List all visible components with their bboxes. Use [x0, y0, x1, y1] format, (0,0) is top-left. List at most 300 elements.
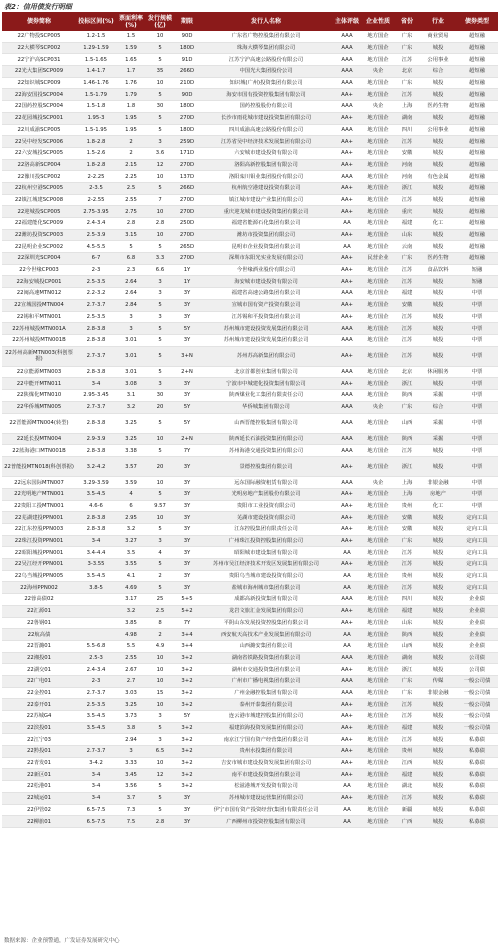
cell-industry: 非银金融: [420, 687, 456, 699]
cell-issuer: 陕西延长石油投资集团有限公司: [200, 433, 332, 445]
cell-issue-size: 3: [146, 288, 174, 300]
cell-issue-size: 6.5: [146, 746, 174, 758]
cell-bid-range: 3.5-4.5: [76, 722, 116, 734]
cell-bid-range: 2.5-3.5: [76, 276, 116, 288]
cell-rating: AA+: [332, 89, 362, 101]
table-row: [2, 594, 498, 606]
cell-province: 江苏: [394, 334, 420, 346]
cell-bond-type: 中票: [456, 433, 498, 445]
cell-coupon-rate: 4.1: [116, 570, 146, 582]
cell-issuer: 湖南省铁路投资集团有限公司: [200, 652, 332, 664]
cell-province: 江苏: [394, 276, 420, 288]
cell-bid-range: 5.5-6.8: [76, 640, 116, 652]
cell-issue-size: 3: [146, 535, 174, 547]
cell-term: 5+2: [174, 605, 200, 617]
cell-ownership: 地方国企: [362, 390, 394, 402]
cell-rating: AAA: [332, 42, 362, 54]
cell-industry: 城投: [420, 147, 456, 159]
cell-issuer: 知识城(广州)投资集团有限公司: [200, 77, 332, 89]
cell-industry: 城投: [420, 535, 456, 547]
cell-coupon-rate: 2.64: [116, 276, 146, 288]
cell-province: 江苏: [394, 711, 420, 723]
cell-issuer: 平阴山东发展投资控股集团有限公司: [200, 617, 332, 629]
cell-rating: AAA: [332, 171, 362, 183]
table-row: [2, 687, 498, 699]
cell-ownership: 地方国企: [362, 42, 394, 54]
table-row: [2, 605, 498, 617]
cell-province: 江西: [394, 757, 420, 769]
table-row: [2, 547, 498, 559]
cell-bid-range: 2.2-3.2: [76, 288, 116, 300]
cell-ownership: 央企: [362, 66, 394, 78]
cell-ownership: 地方国企: [362, 346, 394, 366]
cell-issue-size: 3: [146, 378, 174, 390]
cell-coupon-rate: 3.2: [116, 605, 146, 617]
cell-issue-size: 10: [146, 675, 174, 687]
cell-bid-range: [76, 605, 116, 617]
cell-issue-size: 5: [146, 722, 174, 734]
cell-bond-name: 22晋潞01: [2, 640, 76, 652]
cell-rating: AA+: [332, 500, 362, 512]
cell-industry: 化工: [420, 218, 456, 230]
cell-issue-size: 5: [146, 488, 174, 500]
table-row: [2, 378, 498, 390]
cell-industry: 城投: [420, 159, 456, 171]
cell-bond-type: 中票: [456, 323, 498, 335]
cell-term: 3Y: [174, 547, 200, 559]
table-row: [2, 535, 498, 547]
cell-coupon-rate: 1.65: [116, 54, 146, 66]
cell-coupon-rate: 3.15: [116, 229, 146, 241]
table-body: [2, 31, 498, 827]
cell-industry: 城投: [420, 229, 456, 241]
cell-rating: AA+: [332, 769, 362, 781]
cell-bid-range: 2.5-3.5: [76, 311, 116, 323]
table-row: [2, 804, 498, 816]
cell-industry: 城投: [420, 769, 456, 781]
cell-province: 江苏: [394, 194, 420, 206]
table-row: [2, 218, 498, 230]
cell-issuer: 北京首都创业集团有限公司: [200, 366, 332, 378]
cell-issuer: 国药控股股份有限公司: [200, 101, 332, 113]
cell-issuer: 珠海大横琴集团有限公司: [200, 42, 332, 54]
cell-coupon-rate: 3.1: [116, 390, 146, 402]
cell-province: 陕西: [394, 390, 420, 402]
cell-bond-name: 22福建能化SCP009: [2, 218, 76, 230]
cell-bond-name: 22伊管02: [2, 804, 76, 816]
table-row: [2, 334, 498, 346]
cell-term: 265D: [174, 241, 200, 253]
cell-province: 江苏: [394, 547, 420, 559]
table-row: [2, 433, 498, 445]
cell-term: 210D: [174, 77, 200, 89]
cell-industry: 房地产: [420, 488, 456, 500]
cell-bond-name: 22江宁03: [2, 734, 76, 746]
cell-coupon-rate: 3.17: [116, 594, 146, 606]
cell-issue-size: 5: [146, 804, 174, 816]
cell-bond-name: 22汇源01: [2, 605, 76, 617]
header-ownership: 企业性质: [362, 12, 394, 31]
cell-issue-size: 5: [146, 241, 174, 253]
cell-bond-name: 22宁沪高SCP031: [2, 54, 76, 66]
cell-bid-range: 2.7-3.7: [76, 346, 116, 366]
cell-issuer: 昭阳城市建设集团有限公司: [200, 547, 332, 559]
cell-bond-name: 22锡和平MTN001: [2, 311, 76, 323]
cell-rating: AAA: [332, 445, 362, 457]
cell-bid-range: 2-2.25: [76, 171, 116, 183]
table-row: [2, 629, 498, 641]
cell-bond-name: 22川成渝SCP005: [2, 124, 76, 136]
cell-bond-name: 22大横琴SCP002: [2, 42, 76, 54]
cell-rating: AA: [332, 547, 362, 559]
cell-ownership: 地方国企: [362, 711, 394, 723]
cell-bid-range: 3.29-3.59: [76, 477, 116, 489]
cell-province: 山东: [394, 229, 420, 241]
cell-ownership: 地方国企: [362, 605, 394, 617]
cell-province: 广东: [394, 687, 420, 699]
cell-bid-range: 1.5-2.6: [76, 147, 116, 159]
cell-issue-size: 7: [146, 194, 174, 206]
cell-bid-range: 2.7-3.7: [76, 299, 116, 311]
cell-industry: 城投: [420, 194, 456, 206]
table-row: [2, 136, 498, 148]
cell-rating: AAA: [332, 413, 362, 433]
cell-ownership: 央企: [362, 101, 394, 113]
cell-term: 137D: [174, 171, 200, 183]
cell-coupon-rate: 1.76: [116, 77, 146, 89]
cell-bid-range: 2.5-3.9: [76, 229, 116, 241]
cell-rating: AAA: [332, 390, 362, 402]
cell-ownership: 地方国企: [362, 524, 394, 536]
cell-bond-type: 超短融: [456, 42, 498, 54]
cell-ownership: 地方国企: [362, 288, 394, 300]
cell-bid-range: 3-4: [76, 792, 116, 804]
cell-term: 90D: [174, 89, 200, 101]
cell-issuer: 贵阳乌当城市建设投资有限公司: [200, 570, 332, 582]
cell-rating: AAA: [332, 101, 362, 113]
cell-bond-type: 定向工具: [456, 559, 498, 571]
cell-ownership: 地方国企: [362, 769, 394, 781]
cell-term: 3Y: [174, 512, 200, 524]
cell-term: 270D: [174, 194, 200, 206]
cell-term: 3Y: [174, 477, 200, 489]
cell-province: 福建: [394, 288, 420, 300]
cell-term: 3+4: [174, 629, 200, 641]
cell-rating: AA+: [332, 524, 362, 536]
cell-term: 270D: [174, 112, 200, 124]
cell-bid-range: 3-3.55: [76, 559, 116, 571]
cell-province: 广东: [394, 401, 420, 413]
cell-issuer: 江苏锡和平投资集团有限公司: [200, 311, 332, 323]
cell-bid-range: 2.5-3.5: [76, 699, 116, 711]
cell-rating: AA: [332, 781, 362, 793]
cell-bond-type: 一般公司债: [456, 711, 498, 723]
cell-coupon-rate: 5.5: [116, 640, 146, 652]
table-header-row: [2, 12, 498, 31]
cell-rating: AA+: [332, 734, 362, 746]
cell-bond-type: 私募债: [456, 792, 498, 804]
cell-bond-name: 22知识城SCP009: [2, 77, 76, 89]
cell-term: 3+2: [174, 687, 200, 699]
cell-coupon-rate: 3.01: [116, 334, 146, 346]
cell-industry: 城投: [420, 241, 456, 253]
cell-issuer: 江苏省吴中经济技术发展集团有限公司: [200, 136, 332, 148]
cell-term: 91D: [174, 54, 200, 66]
cell-coupon-rate: 3.8: [116, 722, 146, 734]
cell-industry: 城投: [420, 781, 456, 793]
cell-ownership: 地方国企: [362, 512, 394, 524]
cell-issuer: 中国光大集团股份公司: [200, 66, 332, 78]
cell-bond-name: 22深圳光SCP004: [2, 253, 76, 265]
cell-bid-range: [76, 629, 116, 641]
cell-rating: AAA: [332, 31, 362, 42]
cell-industry: 公用事业: [420, 124, 456, 136]
cell-industry: 医药生物: [420, 101, 456, 113]
cell-term: 3+2: [174, 734, 200, 746]
cell-industry: 综合: [420, 401, 456, 413]
cell-bond-type: 超短融: [456, 241, 498, 253]
table-row: [2, 769, 498, 781]
cell-issue-size: 30: [146, 101, 174, 113]
cell-ownership: 地方国企: [362, 457, 394, 477]
cell-bid-range: 2.7-3.7: [76, 401, 116, 413]
cell-coupon-rate: 1.95: [116, 124, 146, 136]
cell-issue-size: 30: [146, 390, 174, 402]
cell-bid-range: 2.7-3.7: [76, 687, 116, 699]
cell-industry: 城投: [420, 524, 456, 536]
cell-coupon-rate: 3: [116, 323, 146, 335]
header-province: 省份: [394, 12, 420, 31]
cell-rating: AAA: [332, 334, 362, 346]
cell-bond-type: 超短融: [456, 229, 498, 241]
cell-issuer: 福建省能源石化集团有限公司: [200, 218, 332, 230]
cell-industry: 城投: [420, 746, 456, 758]
cell-ownership: 地方国企: [362, 77, 394, 89]
cell-bond-type: 超短融: [456, 171, 498, 183]
cell-term: 3Y: [174, 500, 200, 512]
cell-issue-size: 5: [146, 366, 174, 378]
cell-coupon-rate: 7.3: [116, 804, 146, 816]
cell-province: 广东: [394, 253, 420, 265]
cell-coupon-rate: 3.38: [116, 445, 146, 457]
cell-province: 陕西: [394, 433, 420, 445]
cell-bond-type: 中票: [456, 346, 498, 366]
cell-province: 安徽: [394, 299, 420, 311]
cell-industry: 采掘: [420, 433, 456, 445]
cell-rating: AAA: [332, 652, 362, 664]
cell-issue-size: 3: [146, 311, 174, 323]
cell-bid-range: 6.5-7.5: [76, 816, 116, 828]
cell-bond-name: 22光大集团SCP009: [2, 66, 76, 78]
cell-bond-name: 22花园城投SCP001: [2, 112, 76, 124]
cell-ownership: 地方国企: [362, 334, 394, 346]
cell-issuer: 苏州城市建设运营集团有限公司: [200, 792, 332, 804]
cell-coupon-rate: 2.55: [116, 194, 146, 206]
cell-ownership: 地方国企: [362, 757, 394, 769]
cell-issue-size: 35: [146, 66, 174, 78]
cell-coupon-rate: 3.01: [116, 366, 146, 378]
cell-ownership: 地方国企: [362, 445, 394, 457]
cell-bond-type: 私募债: [456, 746, 498, 758]
cell-issuer: 贵阳市工业投资有限公司: [200, 500, 332, 512]
cell-industry: 城投: [420, 605, 456, 617]
cell-ownership: 地方国企: [362, 413, 394, 433]
table-row: [2, 582, 498, 594]
cell-issuer: 四川成渝高速公路股份有限公司: [200, 124, 332, 136]
cell-issue-size: 3.3: [146, 253, 174, 265]
cell-bid-range: 1.5-1.79: [76, 89, 116, 101]
table-row: [2, 512, 498, 524]
cell-ownership: 地方国企: [362, 687, 394, 699]
cell-rating: AA+: [332, 722, 362, 734]
cell-issuer: 福建省高速公路集团有限公司: [200, 288, 332, 300]
cell-term: 270D: [174, 253, 200, 265]
cell-rating: AAA: [332, 288, 362, 300]
cell-bond-type: 超短融: [456, 124, 498, 136]
cell-bond-name: 22六安城投SCP005: [2, 147, 76, 159]
header-rating: 主体评级: [332, 12, 362, 31]
cell-industry: 采掘: [420, 390, 456, 402]
cell-coupon-rate: 6.8: [116, 253, 146, 265]
cell-ownership: 地方国企: [362, 582, 394, 594]
table-row: [2, 264, 498, 276]
table-row: [2, 570, 498, 582]
cell-bond-name: 22闽高速MTN012: [2, 288, 76, 300]
cell-coupon-rate: 1.79: [116, 89, 146, 101]
cell-term: 3Y: [174, 390, 200, 402]
table-row: [2, 617, 498, 629]
cell-industry: 城投: [420, 582, 456, 594]
cell-province: 浙江: [394, 378, 420, 390]
cell-coupon-rate: 4.98: [116, 629, 146, 641]
cell-bond-name: 22苏州城投MTN001B: [2, 334, 76, 346]
cell-bond-type: 超短融: [456, 31, 498, 42]
cell-bond-type: 短融: [456, 276, 498, 288]
cell-bid-range: 1.95-3: [76, 112, 116, 124]
cell-province: 江苏: [394, 734, 420, 746]
cell-bond-name: 22潍坊投资SCP003: [2, 229, 76, 241]
cell-bond-type: 中票: [456, 390, 498, 402]
cell-bond-name: 22黔投01: [2, 746, 76, 758]
cell-ownership: 地方国企: [362, 594, 394, 606]
cell-issuer: 洛阳高新控股集团有限公司: [200, 159, 332, 171]
cell-bid-range: 3.2-4.2: [76, 457, 116, 477]
cell-province: 贵州: [394, 500, 420, 512]
cell-rating: AA+: [332, 699, 362, 711]
cell-bond-name: 22珠江投资PPN001: [2, 535, 76, 547]
table-row: [2, 500, 498, 512]
cell-coupon-rate: 3.57: [116, 457, 146, 477]
cell-coupon-rate: 2.3: [116, 264, 146, 276]
cell-bond-name: 22贵阳工投MTN001: [2, 500, 76, 512]
cell-industry: 城投: [420, 334, 456, 346]
table-row: [2, 159, 498, 171]
cell-province: 四川: [394, 594, 420, 606]
cell-issuer: 远东国际融资租赁有限公司: [200, 477, 332, 489]
cell-ownership: 地方国企: [362, 629, 394, 641]
cell-coupon-rate: 2.95: [116, 512, 146, 524]
cell-bond-name: 22华侨城MTN005: [2, 401, 76, 413]
cell-ownership: 地方国企: [362, 171, 394, 183]
cell-province: 广东: [394, 42, 420, 54]
cell-industry: 城投: [420, 640, 456, 652]
cell-bid-range: 2-3: [76, 675, 116, 687]
cell-term: 266D: [174, 182, 200, 194]
cell-issue-size: 10: [146, 664, 174, 676]
cell-rating: AA+: [332, 757, 362, 769]
cell-issue-size: 10: [146, 757, 174, 769]
table-row: [2, 112, 498, 124]
cell-province: 河南: [394, 171, 420, 183]
cell-issuer: 伊宁市国有资产投资经营(集团)有限责任公司: [200, 804, 332, 816]
cell-issue-size: 5: [146, 445, 174, 457]
cell-industry: 城投: [420, 346, 456, 366]
cell-industry: 城投: [420, 617, 456, 629]
cell-issue-size: 3: [146, 734, 174, 746]
table-row: [2, 524, 498, 536]
source-footnote: 数据来源：企业预警通，广发证券发展研究中心: [4, 938, 120, 944]
cell-industry: 城投: [420, 112, 456, 124]
cell-ownership: 地方国企: [362, 89, 394, 101]
cell-coupon-rate: 3.25: [116, 699, 146, 711]
cell-bond-type: 中票: [456, 413, 498, 433]
table-row: [2, 699, 498, 711]
table-row: [2, 816, 498, 828]
cell-ownership: 地方国企: [362, 311, 394, 323]
cell-bond-type: 企业债: [456, 629, 498, 641]
cell-term: 3Y: [174, 816, 200, 828]
cell-bond-type: 私募债: [456, 734, 498, 746]
cell-bond-name: 22泰开01: [2, 699, 76, 711]
cell-bid-range: 2.8-3.8: [76, 366, 116, 378]
cell-issuer: 重庆迎龙城市建设投资集团有限公司: [200, 206, 332, 218]
cell-ownership: 地方国企: [362, 746, 394, 758]
cell-issuer: 泰州开泰集团有限公司: [200, 699, 332, 711]
cell-ownership: 地方国企: [362, 640, 394, 652]
cell-ownership: 地方国企: [362, 792, 394, 804]
cell-industry: 休闲服务: [420, 366, 456, 378]
cell-province: 贵州: [394, 746, 420, 758]
cell-bond-name: 22城运01: [2, 792, 76, 804]
cell-coupon-rate: 2.67: [116, 664, 146, 676]
cell-industry: 城投: [420, 276, 456, 288]
cell-term: 3+2: [174, 781, 200, 793]
cell-industry: 城投: [420, 570, 456, 582]
cell-province: 上海: [394, 477, 420, 489]
cell-industry: 公用事业: [420, 54, 456, 66]
cell-coupon-rate: 1.8: [116, 101, 146, 113]
cell-term: 3Y: [174, 457, 200, 477]
cell-issue-size: 12: [146, 769, 174, 781]
cell-province: 江苏: [394, 346, 420, 366]
cell-rating: AA+: [332, 378, 362, 390]
table-row: [2, 194, 498, 206]
cell-ownership: 地方国企: [362, 182, 394, 194]
cell-bond-name: 22江东控股PPN003: [2, 524, 76, 536]
cell-industry: 城投: [420, 594, 456, 606]
cell-issue-size: 5: [146, 346, 174, 366]
cell-term: 3Y: [174, 792, 200, 804]
cell-term: 3Y: [174, 311, 200, 323]
cell-rating: AA+: [332, 253, 362, 265]
cell-issuer: 苏州城市建设投资发展集团有限公司: [200, 334, 332, 346]
table-row: [2, 640, 498, 652]
cell-industry: 有色金属: [420, 171, 456, 183]
cell-term: 1Y: [174, 264, 200, 276]
cell-issue-size: 25: [146, 594, 174, 606]
cell-rating: AA+: [332, 559, 362, 571]
cell-bond-name: 22苏州城投MTN001A: [2, 323, 76, 335]
